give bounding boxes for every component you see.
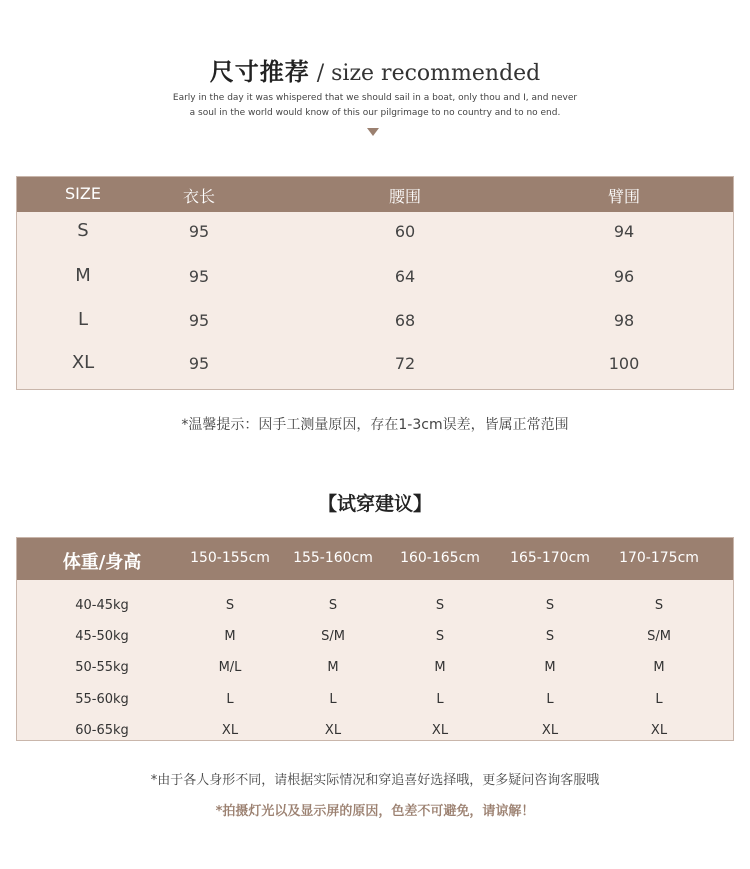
fit-cell: L bbox=[655, 692, 663, 707]
length-cell: 95 bbox=[188, 354, 210, 373]
fit-table bbox=[16, 537, 734, 741]
fit-cell: XL bbox=[541, 723, 559, 738]
length-cell: 95 bbox=[188, 222, 210, 241]
color-note: *拍摄灯光以及显示屏的原因，色差不可避免，请谅解！ bbox=[215, 804, 535, 819]
header-height-2: 155-160cm bbox=[293, 550, 373, 566]
fit-cell: S/M bbox=[321, 629, 345, 644]
fit-cell: M bbox=[434, 660, 446, 675]
header-length: 衣长 bbox=[182, 187, 216, 206]
triangle-down-icon bbox=[367, 128, 379, 136]
arm-cell: 96 bbox=[613, 267, 635, 286]
title-english: size recommended bbox=[331, 61, 541, 86]
size-table-header bbox=[17, 177, 733, 212]
waist-cell: 68 bbox=[394, 311, 416, 330]
fit-note: *由于各人身形不同，请根据实际情况和穿追喜好选择哦，更多疑问咨询客服哦 bbox=[150, 773, 600, 788]
fit-cell: XL bbox=[221, 723, 239, 738]
header-size: SIZE bbox=[65, 184, 101, 203]
subtitle-line-2: a soul in the world would know of this our pilgrimage to no country and to no end. bbox=[189, 108, 561, 118]
header-waist: 腰围 bbox=[388, 187, 422, 206]
arm-cell: 100 bbox=[608, 354, 640, 373]
table-row bbox=[17, 652, 733, 682]
table-row bbox=[17, 257, 733, 297]
header-height-4: 165-170cm bbox=[510, 550, 590, 566]
fit-cell: S/M bbox=[647, 629, 671, 644]
weight-cell: 40-45kg bbox=[75, 598, 129, 613]
fit-cell: S bbox=[654, 598, 664, 613]
size-cell: XL bbox=[71, 352, 95, 373]
measurement-note: *温馨提示：因手工测量原因，存在1-3cm误差，皆属正常范围 bbox=[181, 417, 569, 433]
table-row bbox=[17, 715, 733, 745]
fit-cell: M bbox=[653, 660, 665, 675]
size-cell: S bbox=[77, 220, 89, 241]
fit-cell: S bbox=[435, 629, 445, 644]
fit-cell: L bbox=[329, 692, 337, 707]
waist-cell: 64 bbox=[394, 267, 416, 286]
table-row bbox=[17, 684, 733, 714]
weight-cell: 60-65kg bbox=[75, 723, 129, 738]
subtitle bbox=[0, 91, 750, 121]
fit-section-title: 【试穿建议】 bbox=[317, 493, 432, 515]
fit-cell: L bbox=[226, 692, 234, 707]
header-weight-height: 体重/身高 bbox=[62, 552, 142, 573]
length-cell: 95 bbox=[188, 267, 210, 286]
fit-cell: XL bbox=[431, 723, 449, 738]
weight-cell: 45-50kg bbox=[75, 629, 129, 644]
size-cell: M bbox=[75, 265, 91, 286]
fit-cell: L bbox=[436, 692, 444, 707]
fit-cell: S bbox=[328, 598, 338, 613]
title-separator: / bbox=[309, 61, 332, 86]
weight-cell: 55-60kg bbox=[75, 692, 129, 707]
arm-cell: 98 bbox=[613, 311, 635, 330]
header-arm: 臂围 bbox=[607, 187, 641, 206]
waist-cell: 72 bbox=[394, 354, 416, 373]
table-row bbox=[17, 621, 733, 651]
table-row bbox=[17, 590, 733, 620]
fit-cell: S bbox=[545, 629, 555, 644]
weight-cell: 50-55kg bbox=[75, 660, 129, 675]
size-table bbox=[16, 176, 734, 390]
header-height-5: 170-175cm bbox=[619, 550, 699, 566]
fit-cell: M bbox=[544, 660, 556, 675]
length-cell: 95 bbox=[188, 311, 210, 330]
fit-cell: S bbox=[545, 598, 555, 613]
size-cell: L bbox=[77, 309, 89, 330]
fit-cell: S bbox=[225, 598, 235, 613]
fit-cell: M bbox=[224, 629, 236, 644]
arm-cell: 94 bbox=[613, 222, 635, 241]
fit-cell: XL bbox=[650, 723, 668, 738]
fit-cell: M/L bbox=[218, 660, 242, 675]
subtitle-line-1: Early in the day it was whispered that we should sail in a boat, only thou and I, and never bbox=[172, 93, 578, 103]
fit-cell: S bbox=[435, 598, 445, 613]
fit-cell: XL bbox=[324, 723, 342, 738]
table-row bbox=[17, 344, 733, 384]
title-chinese: 尺寸推荐 bbox=[209, 58, 310, 86]
table-row bbox=[17, 301, 733, 341]
fit-cell: M bbox=[327, 660, 339, 675]
fit-cell: L bbox=[546, 692, 554, 707]
waist-cell: 60 bbox=[394, 222, 416, 241]
fit-table-header bbox=[17, 538, 733, 580]
table-row bbox=[17, 212, 733, 252]
header-height-3: 160-165cm bbox=[400, 550, 480, 566]
page-title bbox=[0, 52, 750, 87]
header-height-1: 150-155cm bbox=[190, 550, 270, 566]
